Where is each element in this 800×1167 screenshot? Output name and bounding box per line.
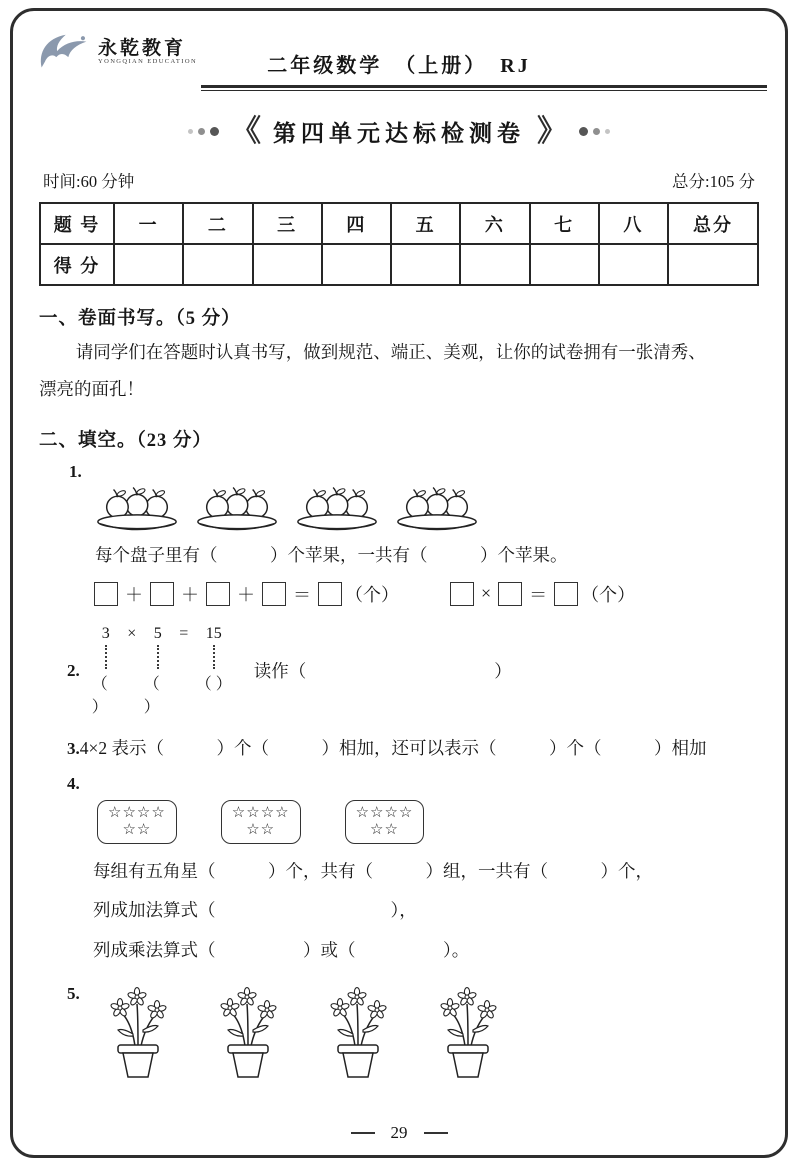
score-table-header-row: [40, 203, 758, 244]
star-group-icon: [97, 800, 177, 845]
equals-operator: ＝: [529, 584, 548, 605]
section-2-heading: 二、填空。（23 分）: [39, 430, 212, 451]
star-row: ☆☆: [370, 821, 399, 838]
section-1-paragraph: [39, 334, 759, 408]
score-cell: [183, 244, 252, 285]
apple-plate-icon: [193, 484, 281, 536]
header-divider: [201, 85, 767, 91]
score-table-header-cell: 六: [460, 203, 529, 244]
score-cell: [668, 244, 758, 285]
score-cell: [114, 244, 183, 285]
deco-dots-right-icon: [579, 127, 610, 136]
star-row: ☆☆: [246, 821, 276, 838]
unit-label: （个）: [581, 584, 636, 605]
star-groups-figure: [97, 800, 759, 845]
score-label-cell: 得 分: [40, 244, 114, 285]
page-number: 29: [390, 1123, 408, 1142]
question-2-read-blank: [254, 658, 512, 683]
score-table-header-cell: 一: [114, 203, 183, 244]
expression-token: ×: [127, 624, 137, 642]
score-cell: [530, 244, 599, 285]
question-4-line: 列成加法算式（ ），: [93, 900, 417, 921]
deco-dots-left-icon: [188, 127, 219, 136]
footer-dash: [424, 1132, 448, 1134]
footer-dash: [351, 1132, 375, 1134]
paragraph-line: 请同学们在答题时认真书写，做到规范、端正、美观，让你的试卷拥有一张清秀、: [75, 342, 706, 362]
question-4-line: 列成乘法算式（ ）或（ ）。: [93, 939, 470, 960]
expression-token: 15: [205, 624, 222, 642]
swan-logo-icon: [33, 29, 95, 75]
star-row: ☆☆☆☆: [108, 804, 166, 821]
expression-token: =: [179, 624, 189, 642]
score-table-header-cell: 二: [183, 203, 252, 244]
score-table-header-cell: 四: [322, 203, 391, 244]
score-table-header-cell: 八: [599, 203, 668, 244]
score-cell: [391, 244, 460, 285]
score-table-header-cell: 三: [253, 203, 322, 244]
dotted-connector: [213, 645, 215, 669]
score-table: [39, 202, 759, 286]
answer-box: [498, 582, 522, 606]
plus-operator: ＋: [181, 584, 199, 605]
exam-title-row: [39, 115, 759, 148]
course-title: 二年级数学 （上册） RJ: [267, 55, 531, 77]
unit-label: （个）: [345, 584, 399, 605]
question-1-equations: [91, 581, 759, 607]
answer-box: [94, 582, 118, 606]
exam-meta: [39, 168, 759, 192]
read-open: 读作（: [253, 661, 307, 681]
score-cell: [460, 244, 529, 285]
question-2: [67, 625, 759, 717]
question-3-number: 3.: [67, 738, 80, 758]
score-table-header-cell: 五: [391, 203, 460, 244]
star-row: ☆☆: [122, 821, 152, 838]
question-2-number: 2.: [67, 660, 80, 680]
equals-operator: ＝: [293, 584, 311, 605]
score-cell: [599, 244, 668, 285]
paren-blank: （ ）: [91, 675, 108, 716]
star-row: ☆☆☆☆: [355, 804, 414, 821]
question-4-number: 4.: [67, 773, 80, 793]
score-cell: [322, 244, 391, 285]
dotted-connector: [105, 645, 107, 669]
paragraph-line: 漂亮的面孔！: [39, 378, 144, 399]
question-4-line: 每组有五角星（ ）个，共有（ ）组，一共有（ ）个，: [93, 861, 653, 881]
page-header: [39, 27, 759, 91]
page-footer: [13, 1123, 785, 1143]
deco-bracket-right-icon: 》: [537, 117, 567, 147]
time-limit: 时间:60 分钟: [43, 172, 135, 191]
brand-name: 永乾教育: [98, 37, 187, 59]
score-table-header-cell: 总分: [668, 203, 758, 244]
answer-box: [150, 582, 174, 606]
question-1-prompt: 每个盘子里有（ ）个苹果，一共有（ ）个苹果。: [95, 544, 568, 565]
expression-token: 5: [153, 624, 162, 642]
question-4: [67, 774, 759, 971]
brand-logo: [33, 29, 197, 75]
star-group-icon: [345, 800, 425, 845]
question-5: [67, 984, 759, 1080]
answer-box: [206, 582, 230, 606]
answer-box: [262, 582, 286, 606]
flower-pot-icon: [322, 984, 394, 1080]
total-score: 总分:105 分: [672, 172, 755, 191]
score-table-score-row: [40, 244, 758, 285]
score-cell: [253, 244, 322, 285]
apple-plates-figure: [93, 484, 759, 536]
answer-box: [318, 582, 342, 606]
read-close: ）: [494, 661, 512, 681]
flower-pots-figure: [102, 984, 504, 1080]
answer-box: [554, 582, 578, 606]
flower-pot-icon: [432, 984, 504, 1080]
score-table-header-cell: 题 号: [40, 203, 114, 244]
times-operator: ×: [481, 583, 492, 603]
answer-box: [450, 582, 474, 606]
question-1: [39, 462, 759, 607]
flower-pot-icon: [212, 984, 284, 1080]
question-5-number: 5.: [67, 984, 80, 1004]
dotted-connector: [157, 645, 159, 669]
paren-blank: （ ）: [195, 675, 232, 693]
question-1-number: 1.: [69, 461, 82, 481]
apple-plate-icon: [93, 484, 181, 536]
brand-subtitle: YONGQIAN EDUCATION: [98, 57, 198, 65]
question-2-expression-figure: [92, 625, 232, 717]
plus-operator: ＋: [125, 584, 143, 605]
section-1-heading: 一、卷面书写。（5 分）: [39, 309, 241, 329]
question-3-text: 4×2 表示（ ）个（ ）相加，还可以表示（ ）个（ ）相加: [79, 737, 707, 758]
brand-text: [98, 39, 197, 66]
score-table-header-cell: 七: [530, 203, 599, 244]
deco-bracket-left-icon: 《: [231, 117, 261, 147]
exam-title: 第四单元达标检测卷: [273, 121, 525, 146]
apple-plate-icon: [393, 484, 481, 536]
paren-blank: （ ）: [143, 675, 160, 716]
plus-operator: ＋: [237, 584, 255, 605]
expression-token: 3: [101, 624, 110, 642]
apple-plate-icon: [293, 484, 381, 536]
flower-pot-icon: [102, 984, 174, 1080]
star-group-icon: [221, 800, 301, 845]
star-row: ☆☆☆☆: [231, 804, 290, 821]
question-3: [67, 735, 759, 760]
worksheet-page: [10, 8, 788, 1158]
